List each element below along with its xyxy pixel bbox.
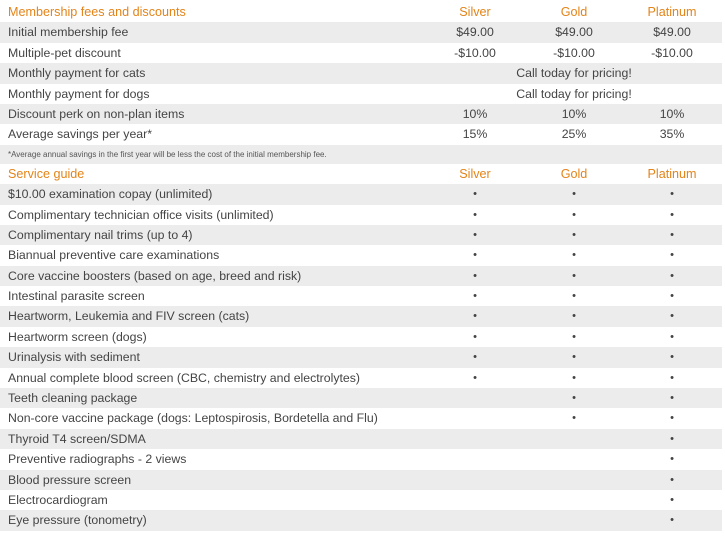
fee-value-platinum: 35% [659, 127, 685, 142]
fee-pricing-note: Call today for pricing! [516, 86, 632, 101]
included-bullet-silver: • [473, 249, 477, 262]
included-bullet-silver: • [473, 330, 477, 343]
plan-heading-platinum: Platinum [647, 166, 697, 181]
service-row [0, 286, 722, 306]
service-row [0, 245, 722, 265]
service-row-label: Annual complete blood screen (CBC, chemistry and electrolytes) [8, 370, 360, 385]
included-bullet-platinum: • [670, 432, 674, 445]
fee-value-gold: 25% [561, 127, 587, 142]
included-bullet-gold: • [572, 392, 576, 405]
fee-row-label: Initial membership fee [8, 25, 129, 40]
included-bullet-silver: • [473, 310, 477, 323]
included-bullet-platinum: • [670, 392, 674, 405]
plan-heading-gold: Gold [560, 5, 588, 19]
service-row-label: Teeth cleaning package [8, 391, 138, 406]
service-row [0, 510, 722, 530]
services-section-title: Service guide [8, 166, 85, 181]
fees-header-row [0, 2, 722, 22]
included-bullet-platinum: • [670, 351, 674, 364]
service-list [0, 184, 722, 531]
included-bullet-platinum: • [670, 249, 674, 262]
included-bullet-silver: • [473, 269, 477, 282]
fee-row-label: Monthly payment for cats [8, 66, 146, 81]
fee-row-label: Monthly payment for dogs [8, 86, 150, 101]
included-bullet-platinum: • [670, 412, 674, 425]
included-bullet-platinum: • [670, 269, 674, 282]
service-row-label: Heartworm screen (dogs) [8, 329, 147, 344]
included-bullet-gold: • [572, 228, 576, 241]
plan-heading-silver: Silver [459, 166, 491, 181]
service-row-label: Blood pressure screen [8, 472, 132, 487]
included-bullet-gold: • [572, 330, 576, 343]
included-bullet-silver: • [473, 290, 477, 303]
fee-row-label: Discount perk on non-plan items [8, 106, 185, 121]
fee-value-gold: 10% [561, 106, 587, 121]
service-row-label: Urinalysis with sediment [8, 350, 140, 365]
service-row [0, 184, 722, 204]
services-header-row [0, 164, 722, 184]
fee-value-platinum: $49.00 [653, 25, 691, 40]
service-row [0, 388, 722, 408]
service-row-label: Non-core vaccine package (dogs: Leptospirosis, Bordetella and Flu) [8, 411, 378, 426]
included-bullet-gold: • [572, 269, 576, 282]
pricing-table [0, 2, 722, 531]
included-bullet-platinum: • [670, 330, 674, 343]
included-bullet-platinum: • [670, 371, 674, 384]
service-row [0, 266, 722, 286]
fee-row-label: Average savings per year* [8, 127, 153, 142]
included-bullet-platinum: • [670, 493, 674, 506]
plan-heading-silver: Silver [459, 5, 491, 19]
fee-value-gold: -$10.00 [553, 45, 595, 60]
service-row [0, 368, 722, 388]
service-row [0, 205, 722, 225]
fee-row [0, 84, 722, 104]
included-bullet-gold: • [572, 188, 576, 201]
service-row-label: Thyroid T4 screen/SDMA [8, 431, 146, 446]
footnote-row [0, 145, 722, 164]
fee-row [0, 43, 722, 63]
footnote-text: *Average annual savings in the first year will be less the cost of the initial membership fee. [8, 149, 327, 159]
included-bullet-platinum: • [670, 473, 674, 486]
fee-value-silver: 10% [462, 106, 488, 121]
included-bullet-gold: • [572, 412, 576, 425]
included-bullet-platinum: • [670, 208, 674, 221]
included-bullet-silver: • [473, 208, 477, 221]
included-bullet-platinum: • [670, 514, 674, 527]
fee-row [0, 124, 722, 144]
included-bullet-gold: • [572, 208, 576, 221]
included-bullet-gold: • [572, 371, 576, 384]
fee-value-silver: 15% [462, 127, 488, 142]
service-row [0, 429, 722, 449]
fee-value-silver: $49.00 [456, 25, 494, 40]
service-row-label: Electrocardiogram [8, 492, 108, 507]
fee-row [0, 104, 722, 124]
included-bullet-gold: • [572, 351, 576, 364]
fee-pricing-note: Call today for pricing! [516, 66, 632, 81]
included-bullet-platinum: • [670, 290, 674, 303]
service-row-label: $10.00 examination copay (unlimited) [8, 187, 213, 202]
included-bullet-platinum: • [670, 310, 674, 323]
fee-row-label: Multiple-pet discount [8, 45, 121, 60]
included-bullet-platinum: • [670, 228, 674, 241]
service-row-label: Preventive radiographs - 2 views [8, 452, 187, 467]
service-row [0, 490, 722, 510]
included-bullet-gold: • [572, 290, 576, 303]
included-bullet-silver: • [473, 351, 477, 364]
fee-value-platinum: -$10.00 [651, 45, 693, 60]
service-row [0, 225, 722, 245]
service-row-label: Biannual preventive care examinations [8, 248, 220, 263]
fee-value-silver: -$10.00 [454, 45, 496, 60]
included-bullet-silver: • [473, 371, 477, 384]
service-row [0, 327, 722, 347]
service-row [0, 470, 722, 490]
included-bullet-silver: • [473, 228, 477, 241]
included-bullet-platinum: • [670, 453, 674, 466]
service-row-label: Core vaccine boosters (based on age, breed and risk) [8, 268, 302, 283]
service-row-label: Complimentary nail trims (up to 4) [8, 227, 193, 242]
fee-row [0, 63, 722, 83]
plan-heading-gold: Gold [560, 166, 588, 181]
included-bullet-silver: • [473, 188, 477, 201]
service-row-label: Heartworm, Leukemia and FIV screen (cats) [8, 309, 250, 324]
service-row-label: Eye pressure (tonometry) [8, 513, 147, 528]
fee-value-platinum: 10% [659, 106, 685, 121]
fee-value-gold: $49.00 [555, 25, 593, 40]
service-row [0, 306, 722, 326]
service-row-label: Intestinal parasite screen [8, 289, 145, 304]
included-bullet-gold: • [572, 310, 576, 323]
service-row [0, 449, 722, 469]
included-bullet-platinum: • [670, 188, 674, 201]
service-row-label: Complimentary technician office visits (unlimited) [8, 207, 274, 222]
fee-row [0, 22, 722, 42]
fees-section-title: Membership fees and discounts [8, 5, 186, 19]
service-row [0, 408, 722, 428]
included-bullet-gold: • [572, 249, 576, 262]
service-row [0, 347, 722, 367]
plan-heading-platinum: Platinum [647, 5, 697, 19]
